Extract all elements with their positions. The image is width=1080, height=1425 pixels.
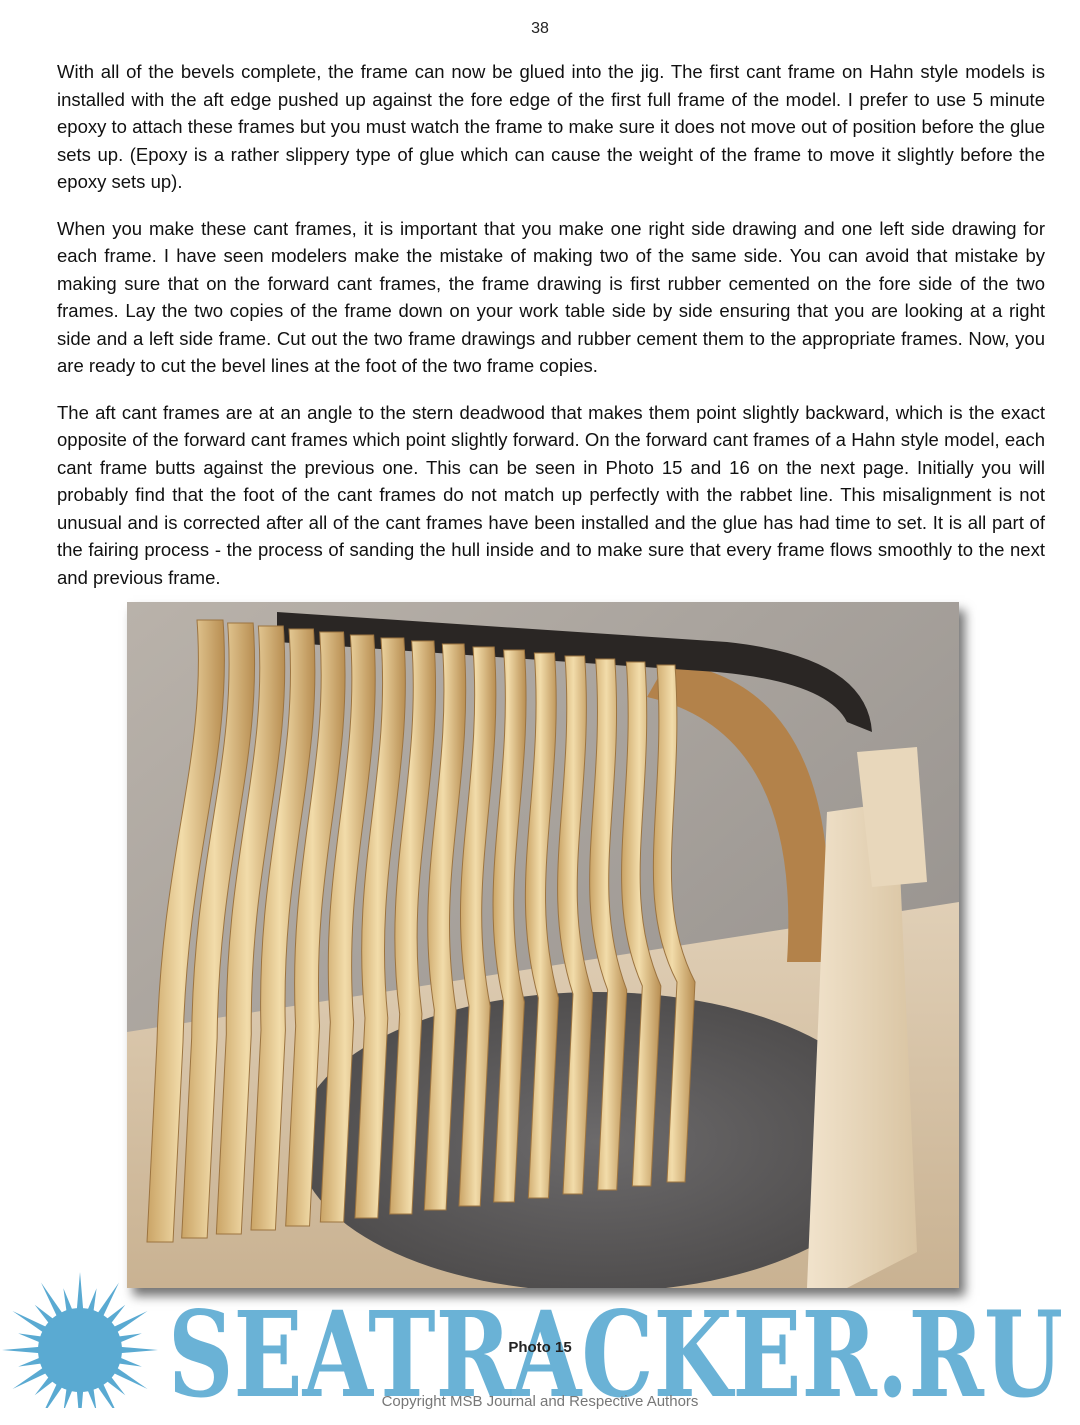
paragraph-1: With all of the bevels complete, the frame can now be glued into the jig. The first cant frame on Hahn style models is installed with the aft edge pushed up against the fore edge of the first full frame of the model. I prefer to use 5 minute epoxy to attach these frames but you must watch the frame to make sure it does not move out of position before the glue sets up. (Epoxy is a rather slippery type of glue which can cause the weight of the frame to move it slightly before the epoxy sets up). (57, 61, 1045, 192)
paragraph-2: When you make these cant frames, it is important that you make one right side drawing and one left side drawing for each frame. I have seen modelers make the mistake of making two of the same side. You can avoid that mistake by making sure that on the forward cant frames, the frame drawing is first rubber cemented on the fore side of the two frames. Lay the two copies of the frame down on your work table side by side ensuring that you are looking at a right side and a left side frame. Cut out the two frame drawings and rubber cement them to the appropriate frames. Now, you are ready to cut the bevel lines at the foot of the two frame copies. (57, 217, 1045, 376)
sun-ray (63, 1288, 73, 1314)
page-number: 38 (531, 20, 549, 37)
watermark (0, 1268, 1080, 1408)
sun-ray (116, 1357, 142, 1367)
watermark-text: SEATRACKER.RU (168, 1285, 1063, 1408)
paragraph-3: The aft cant frames are at an angle to the stern deadwood that makes them point slightly backward, which is the exact opposite of the forward cant frames which point slightly forward. On the forward cant frames of a Hahn style model, each cant frame butts against the previous one. This can be seen in Photo 15 and 16 on the next page. Initially you will probably find that the foot of the cant frames do not match up perfectly with the rabbet line. This misalignment is not unusual and is corrected after all of the cant frames have been installed and the glue has had time to set. It is all part of the fairing process - the process of sanding the hull inside and to make sure that every frame flows smoothly to the next and previous frame. (57, 401, 1045, 588)
sun-ray (87, 1288, 97, 1314)
sun-ray (35, 1305, 56, 1326)
sun-ray (77, 1272, 84, 1312)
article-body (57, 58, 1045, 610)
photo-cant-frames (127, 602, 959, 1288)
sun-ray (104, 1305, 125, 1326)
photo-caption: Photo 15 (508, 1339, 572, 1356)
copyright-footer: Copyright MSB Journal and Respective Authors (381, 1393, 699, 1410)
sun-ray (18, 1357, 44, 1367)
